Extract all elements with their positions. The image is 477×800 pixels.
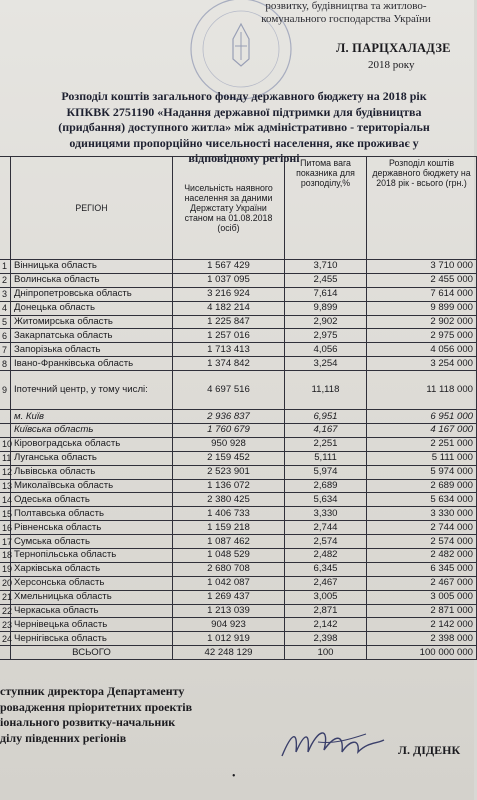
row-region: Черкаська область	[11, 604, 173, 618]
table-row	[0, 576, 477, 590]
row-population: 1 713 413	[173, 343, 285, 357]
table-row	[0, 410, 477, 424]
row-population: 1 257 016	[173, 329, 285, 343]
row-number: 3	[0, 287, 11, 301]
row-population: 1 087 462	[173, 535, 285, 549]
row-population: 2 380 425	[173, 493, 285, 507]
row-region: Закарпатська область	[11, 329, 173, 343]
table-row	[0, 260, 477, 274]
row-share: 5,634	[285, 493, 367, 507]
row-region: Полтавська область	[11, 507, 173, 521]
row-number: 15	[0, 507, 11, 521]
row-share: 2,398	[285, 632, 367, 646]
row-population: 2 523 901	[173, 465, 285, 479]
row-amount: 6 951 000	[367, 410, 477, 424]
row-amount: 2 251 000	[367, 437, 477, 451]
table-header-row	[0, 157, 477, 260]
row-share: 3,330	[285, 507, 367, 521]
table-row	[0, 535, 477, 549]
row-population: 1 213 039	[173, 604, 285, 618]
table-row	[0, 451, 477, 465]
row-share: 11,118	[285, 371, 367, 410]
row-number: 2	[0, 273, 11, 287]
col-header-region: РЕГІОН	[11, 157, 173, 260]
row-region: Кіровоградська область	[11, 437, 173, 451]
row-amount: 2 398 000	[367, 632, 477, 646]
table-row	[0, 301, 477, 315]
row-number: 4	[0, 301, 11, 315]
distribution-table	[0, 156, 477, 660]
total-amount: 100 000 000	[367, 646, 477, 660]
row-population: 1 048 529	[173, 549, 285, 563]
row-amount: 7 614 000	[367, 287, 477, 301]
row-amount: 2 975 000	[367, 329, 477, 343]
row-region: Житомирська область	[11, 315, 173, 329]
row-region: Іпотечний центр, у тому числі:	[11, 371, 173, 410]
row-number: 1	[0, 260, 11, 274]
row-share: 2,902	[285, 315, 367, 329]
handwritten-signature	[278, 722, 388, 769]
row-number: 19	[0, 562, 11, 576]
row-region: Херсонська область	[11, 576, 173, 590]
table-row	[0, 521, 477, 535]
row-amount: 3 005 000	[367, 590, 477, 604]
table-row	[0, 562, 477, 576]
row-population: 1 760 679	[173, 424, 285, 438]
row-region: Івано-Франківська область	[11, 357, 173, 371]
header-ministry	[218, 0, 474, 26]
table-row	[0, 618, 477, 632]
total-number	[0, 646, 11, 660]
table-row	[0, 273, 477, 287]
row-number: 7	[0, 343, 11, 357]
approver-name: Л. ПАРЦХАЛАДЗЕ	[336, 41, 451, 55]
table-row	[0, 343, 477, 357]
row-region: Сумська область	[11, 535, 173, 549]
row-number: 24	[0, 632, 11, 646]
table-row	[0, 371, 477, 410]
row-share: 9,899	[285, 301, 367, 315]
row-share: 3,005	[285, 590, 367, 604]
row-number: 6	[0, 329, 11, 343]
row-population: 1 159 218	[173, 521, 285, 535]
col-header-share: Питома вага показника для розподілу,%	[285, 157, 367, 260]
row-amount: 11 118 000	[367, 371, 477, 410]
table-row	[0, 604, 477, 618]
row-share: 2,482	[285, 549, 367, 563]
row-population: 3 216 924	[173, 287, 285, 301]
row-amount: 2 902 000	[367, 315, 477, 329]
footer-line: ділу південних регіонів	[0, 730, 127, 745]
row-amount: 2 744 000	[367, 521, 477, 535]
row-number: 17	[0, 535, 11, 549]
table-total-row	[0, 646, 477, 660]
row-population: 4 697 516	[173, 371, 285, 410]
header-line: комунального господарства України	[261, 13, 431, 25]
row-number: 8	[0, 357, 11, 371]
footer-signatory-name: Л. ДІДЕНК	[398, 743, 461, 757]
row-share: 3,710	[285, 260, 367, 274]
row-amount: 2 871 000	[367, 604, 477, 618]
row-amount: 2 689 000	[367, 479, 477, 493]
table-row	[0, 424, 477, 438]
row-share: 2,689	[285, 479, 367, 493]
row-population: 1 567 429	[173, 260, 285, 274]
row-share: 5,111	[285, 451, 367, 465]
row-share: 2,744	[285, 521, 367, 535]
title-line: Розподіл коштів загального фонду державного бюджету на 2018 рік	[61, 89, 427, 103]
row-amount: 2 467 000	[367, 576, 477, 590]
row-region: Дніпропетровська область	[11, 287, 173, 301]
row-amount: 2 482 000	[367, 549, 477, 563]
table-body	[0, 260, 477, 660]
row-region: Київська область	[11, 424, 173, 438]
row-number: 9	[0, 371, 11, 410]
title-line: (придбання) доступного житла» між адміністративно - територіальн	[58, 120, 430, 134]
row-amount: 3 330 000	[367, 507, 477, 521]
row-region: Миколаївська область	[11, 479, 173, 493]
title-line: відповідному регіоні	[188, 151, 300, 165]
page-mark: •	[232, 771, 236, 782]
row-amount: 9 899 000	[367, 301, 477, 315]
table-row	[0, 357, 477, 371]
row-amount: 5 111 000	[367, 451, 477, 465]
row-region: Рівненська область	[11, 521, 173, 535]
table-row	[0, 632, 477, 646]
row-share: 2,455	[285, 273, 367, 287]
row-region: Вінницька область	[11, 260, 173, 274]
title-line: одиницями пропорційно чисельності населення, яке проживає у	[69, 135, 419, 150]
row-region: м. Київ	[11, 410, 173, 424]
row-region: Чернівецька область	[11, 618, 173, 632]
row-region: Чернігівська область	[11, 632, 173, 646]
row-share: 4,056	[285, 343, 367, 357]
row-population: 904 923	[173, 618, 285, 632]
row-share: 6,345	[285, 562, 367, 576]
row-population: 1 225 847	[173, 315, 285, 329]
row-share: 3,254	[285, 357, 367, 371]
row-population: 1 012 919	[173, 632, 285, 646]
row-region: Одеська область	[11, 493, 173, 507]
document-title	[14, 89, 474, 167]
row-number: 14	[0, 493, 11, 507]
col-header-number	[0, 157, 11, 260]
row-amount: 5 634 000	[367, 493, 477, 507]
row-population: 2 680 708	[173, 562, 285, 576]
table-row	[0, 590, 477, 604]
row-amount: 6 345 000	[367, 562, 477, 576]
row-number: 10	[0, 437, 11, 451]
row-number: 20	[0, 576, 11, 590]
approval-year: 2018 року	[368, 59, 415, 71]
footer-signatory-title	[0, 684, 192, 746]
row-number	[0, 424, 11, 438]
total-label: ВСЬОГО	[11, 646, 173, 660]
total-share: 100	[285, 646, 367, 660]
row-region: Львівська область	[11, 465, 173, 479]
row-share: 5,974	[285, 465, 367, 479]
row-population: 1 037 095	[173, 273, 285, 287]
total-population: 42 248 129	[173, 646, 285, 660]
footer-line: ровадження пріоритетних проектів	[0, 699, 193, 714]
row-amount: 5 974 000	[367, 465, 477, 479]
row-region: Волинська область	[11, 273, 173, 287]
row-region: Луганська область	[11, 451, 173, 465]
row-population: 2 936 837	[173, 410, 285, 424]
table-row	[0, 549, 477, 563]
row-number: 18	[0, 549, 11, 563]
footer-line: іонального розвитку-начальник	[0, 715, 176, 729]
row-population: 1 374 842	[173, 357, 285, 371]
table-row	[0, 315, 477, 329]
row-share: 2,574	[285, 535, 367, 549]
row-amount: 3 710 000	[367, 260, 477, 274]
row-number: 23	[0, 618, 11, 632]
row-amount: 2 574 000	[367, 535, 477, 549]
row-population: 950 928	[173, 437, 285, 451]
row-share: 2,975	[285, 329, 367, 343]
col-header-population: Чисельність наявного населення за даними Держстату України станом на 01.08.2018 (осіб)	[173, 157, 285, 260]
row-region: Запорізька область	[11, 343, 173, 357]
row-region: Хмельницька область	[11, 590, 173, 604]
col-header-amount: Розподіл коштів державного бюджету на 2018 рік - всього (грн.)	[367, 157, 477, 260]
row-population: 1 406 733	[173, 507, 285, 521]
row-share: 2,467	[285, 576, 367, 590]
row-population: 1 136 072	[173, 479, 285, 493]
row-number: 13	[0, 479, 11, 493]
footer-line: ступник директора Департаменту	[0, 684, 185, 698]
row-population: 1 042 087	[173, 576, 285, 590]
title-line: КПКВК 2751190 «Надання державної підтримки для будівництва	[66, 104, 422, 119]
row-share: 6,951	[285, 410, 367, 424]
table-row	[0, 507, 477, 521]
header-line: розвитку, будівництва та житлово-	[265, 0, 427, 12]
row-number: 5	[0, 315, 11, 329]
row-amount: 2 142 000	[367, 618, 477, 632]
table-row	[0, 479, 477, 493]
row-amount: 3 254 000	[367, 357, 477, 371]
table-row	[0, 493, 477, 507]
row-population: 2 159 452	[173, 451, 285, 465]
row-number: 22	[0, 604, 11, 618]
row-amount: 2 455 000	[367, 273, 477, 287]
row-region: Тернопільська область	[11, 549, 173, 563]
row-share: 2,142	[285, 618, 367, 632]
row-population: 1 269 437	[173, 590, 285, 604]
row-region: Харківська область	[11, 562, 173, 576]
row-number: 11	[0, 451, 11, 465]
row-amount: 4 056 000	[367, 343, 477, 357]
row-number: 16	[0, 521, 11, 535]
row-number	[0, 410, 11, 424]
row-share: 2,871	[285, 604, 367, 618]
row-share: 2,251	[285, 437, 367, 451]
row-population: 4 182 214	[173, 301, 285, 315]
row-share: 7,614	[285, 287, 367, 301]
row-number: 12	[0, 465, 11, 479]
row-share: 4,167	[285, 424, 367, 438]
row-region: Донецька область	[11, 301, 173, 315]
table-row	[0, 437, 477, 451]
table-row	[0, 465, 477, 479]
row-number: 21	[0, 590, 11, 604]
row-amount: 4 167 000	[367, 424, 477, 438]
table-row	[0, 287, 477, 301]
table-row	[0, 329, 477, 343]
